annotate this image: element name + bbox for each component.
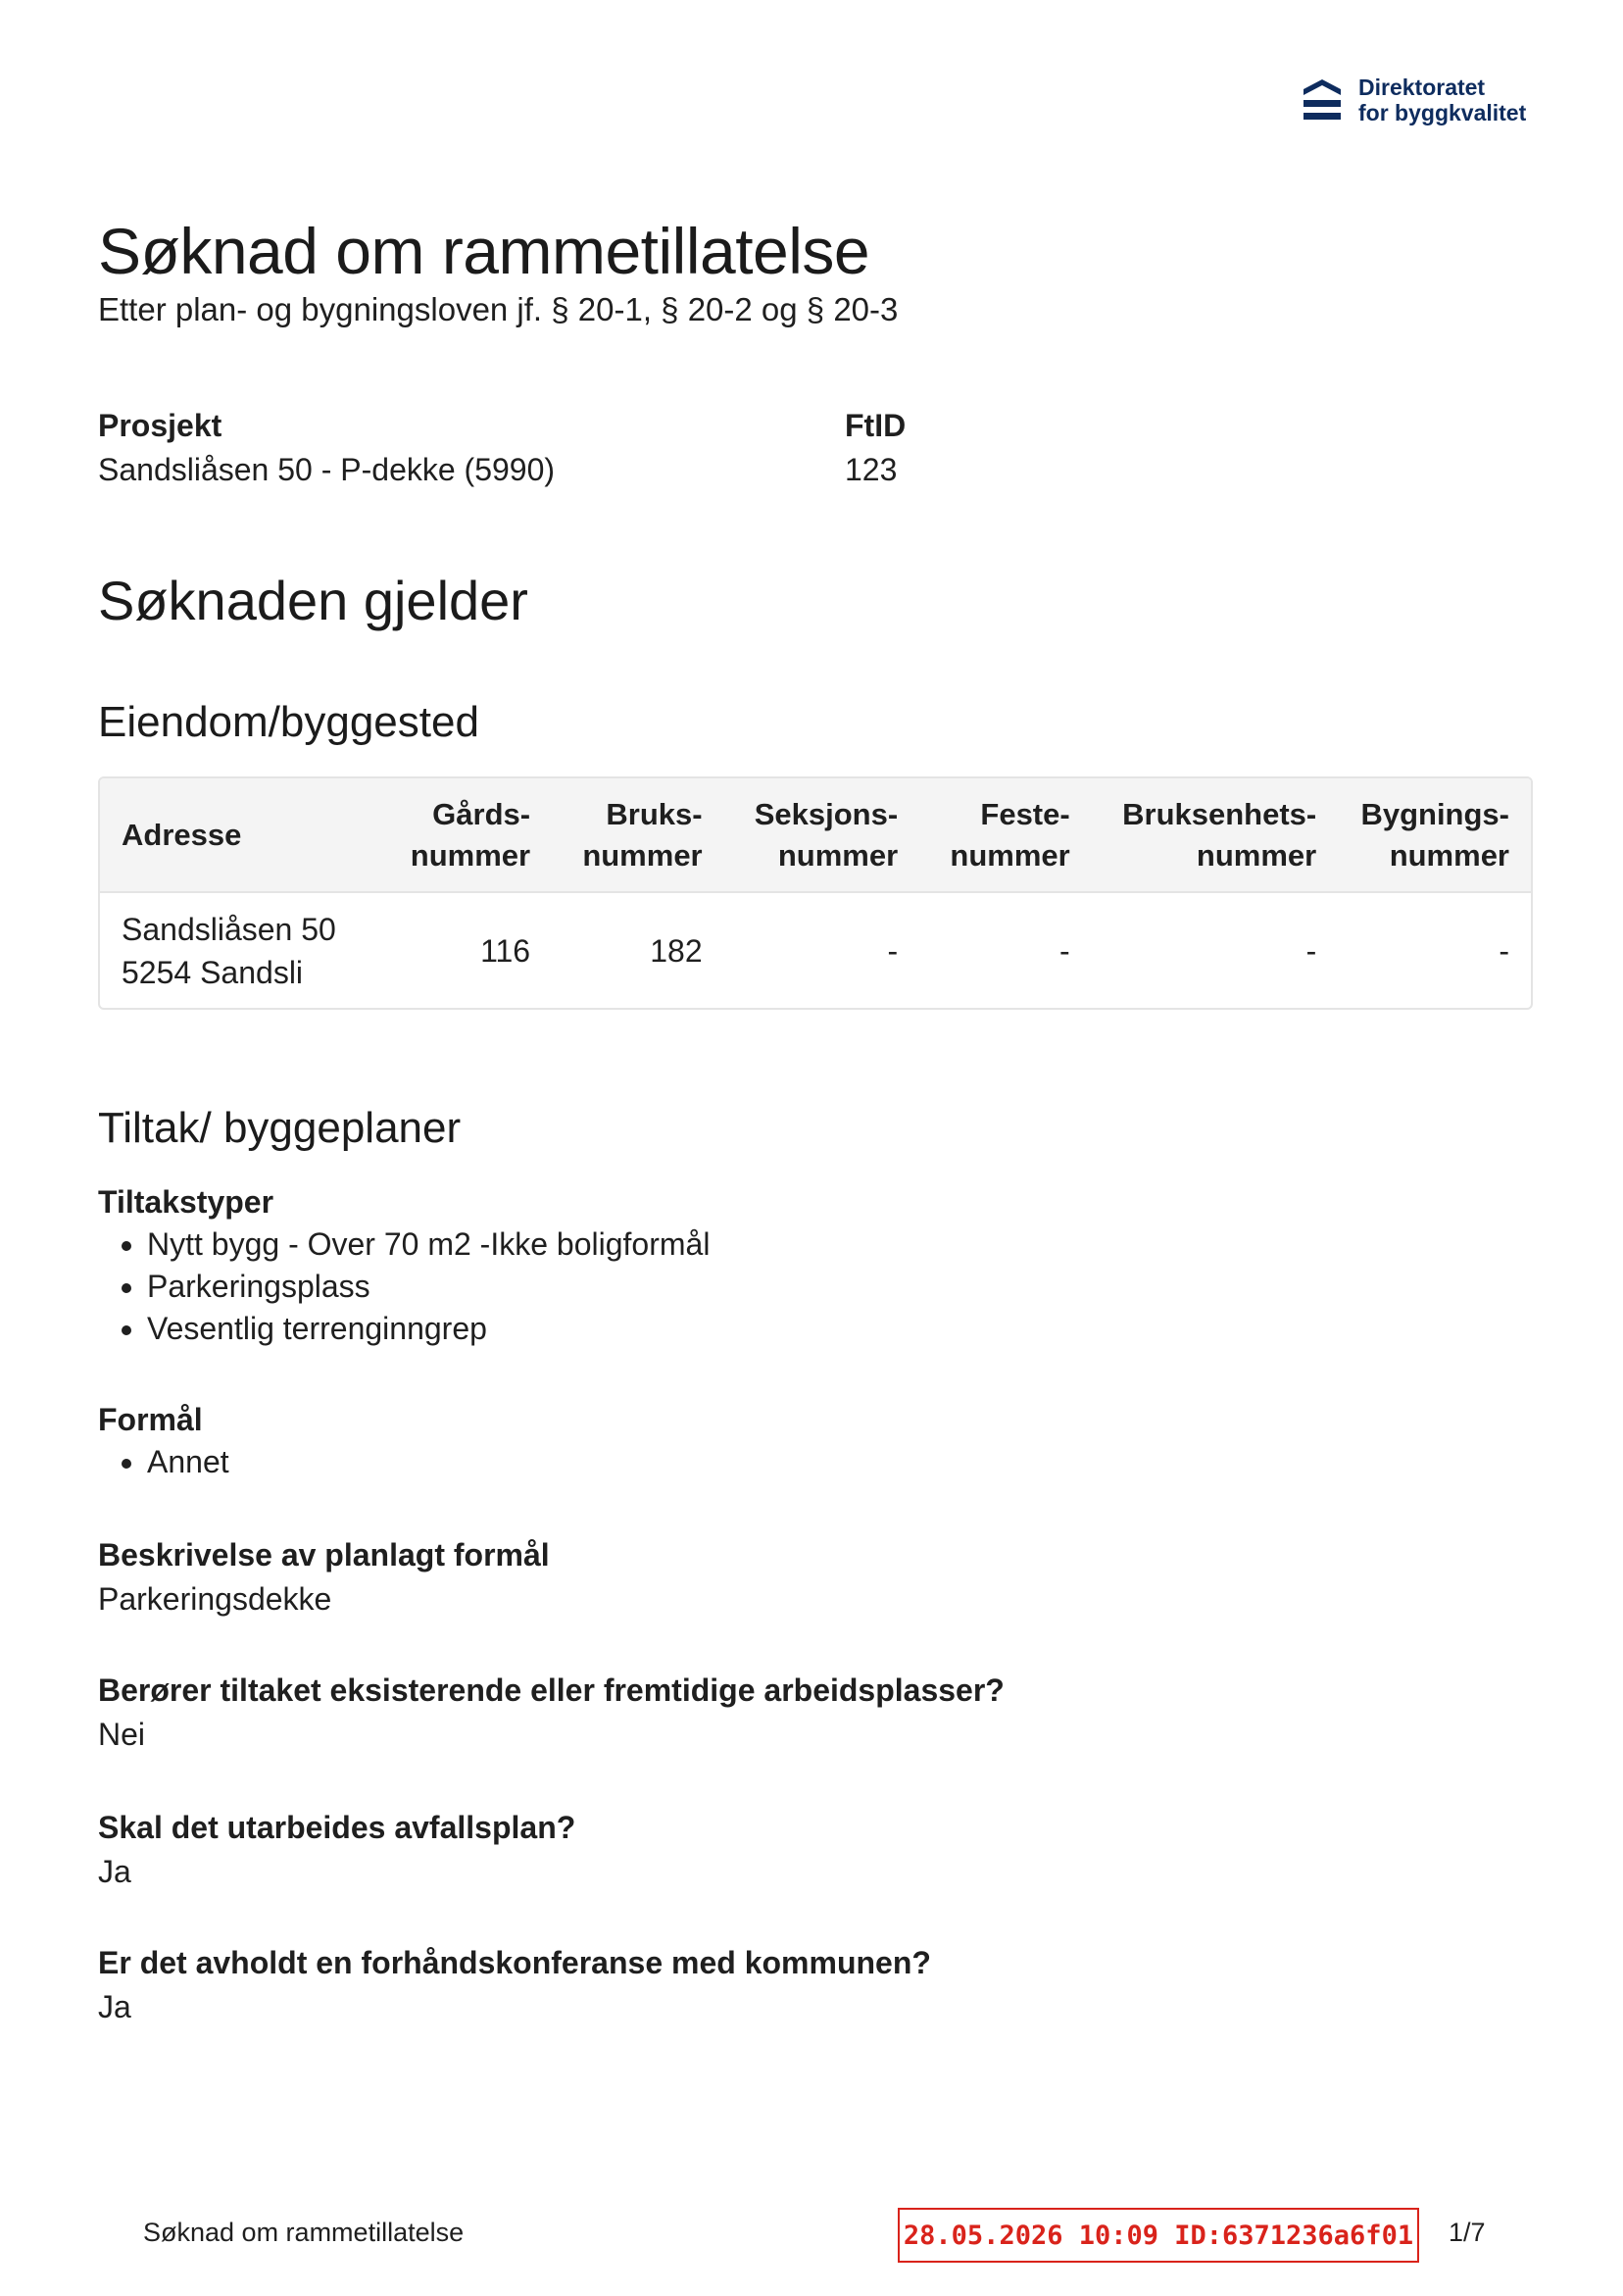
workplaces-section — [98, 1669, 1005, 1757]
dibk-logo — [1300, 75, 1526, 125]
document-title: Søknad om rammetillatelse — [98, 215, 870, 287]
page-number: 1/7 — [1449, 2218, 1486, 2247]
table-row — [100, 892, 1531, 1008]
waste-plan-section — [98, 1806, 575, 1894]
applies-heading: Søknaden gjelder — [98, 570, 528, 631]
ftid-block — [845, 404, 906, 492]
col-header-bruksenhetsnummer: Bruksenhets- nummer — [1122, 796, 1317, 873]
list-item: • Annet — [147, 1441, 229, 1483]
property-table — [98, 776, 1533, 1010]
description-section — [98, 1533, 550, 1622]
col-header-bruksnummer: Bruks- nummer — [582, 796, 703, 873]
cell-bygningsnummer: - — [1499, 932, 1509, 969]
waste-plan-value: Ja — [98, 1854, 131, 1889]
cell-address: Sandsliåsen 50 5254 Sandsli — [122, 911, 336, 990]
workplaces-label: Berører tiltaket eksisterende eller fremtidige arbeidsplasser? — [98, 1672, 1005, 1708]
logo-line-1: Direktoratet — [1358, 75, 1486, 100]
cell-bruksenhetsnummer: - — [1305, 932, 1317, 969]
project-value: Sandsliåsen 50 - P-dekke (5990) — [98, 452, 556, 487]
logo-line-2: for byggkvalitet — [1358, 100, 1527, 125]
measure-types-section — [98, 1180, 710, 1350]
ftid-value: 123 — [845, 452, 898, 487]
logo-text — [1358, 75, 1526, 125]
list-item: • Nytt bygg - Over 70 m2 -Ikke boligformål — [147, 1223, 710, 1266]
waste-plan-label: Skal det utarbeides avfallsplan? — [98, 1810, 576, 1845]
table-header-row — [100, 778, 1531, 892]
list-item: • Parkeringsplass — [147, 1266, 710, 1308]
cell-seksjonsnummer: - — [887, 932, 899, 969]
cell-festenummer: - — [1059, 932, 1070, 969]
project-block — [98, 404, 555, 492]
dibk-logo-icon — [1300, 75, 1345, 125]
description-value: Parkeringsdekke — [98, 1581, 332, 1617]
document-subtitle: Etter plan- og bygningsloven jf. § 20-1, § 20-2 og § 20-3 — [98, 291, 899, 327]
col-header-festenummer: Feste- nummer — [950, 796, 1070, 873]
conference-value: Ja — [98, 1989, 131, 2024]
conference-section — [98, 1941, 931, 2029]
purpose-label: Formål — [98, 1402, 203, 1437]
footer-doc-name: Søknad om rammetillatelse — [143, 2218, 465, 2247]
list-item: • Vesentlig terrenginngrep — [147, 1308, 710, 1350]
project-label: Prosjekt — [98, 408, 222, 443]
ftid-label: FtID — [845, 408, 907, 443]
cell-bruksnummer: 182 — [650, 932, 703, 969]
measure-types-label: Tiltakstyper — [98, 1184, 274, 1220]
col-header-bygningsnummer: Bygnings- nummer — [1360, 796, 1509, 873]
cell-gardsnummer: 116 — [480, 932, 531, 969]
col-header-seksjonsnummer: Seksjons- nummer — [754, 796, 899, 873]
purpose-list — [98, 1441, 229, 1483]
measures-heading: Tiltak/ byggeplaner — [98, 1104, 462, 1152]
workplaces-value: Nei — [98, 1717, 146, 1752]
purpose-section — [98, 1398, 229, 1483]
col-header-gardsnummer: Gårds- nummer — [410, 796, 531, 873]
property-heading: Eiendom/byggested — [98, 698, 479, 746]
timestamp-stamp: 28.05.2026 10:09 ID:6371236a6f01 — [898, 2208, 1419, 2263]
description-label: Beskrivelse av planlagt formål — [98, 1537, 550, 1572]
conference-label: Er det avholdt en forhåndskonferanse med kommunen? — [98, 1945, 931, 1980]
col-header-adresse: Adresse — [122, 817, 242, 852]
measure-types-list — [98, 1223, 710, 1350]
